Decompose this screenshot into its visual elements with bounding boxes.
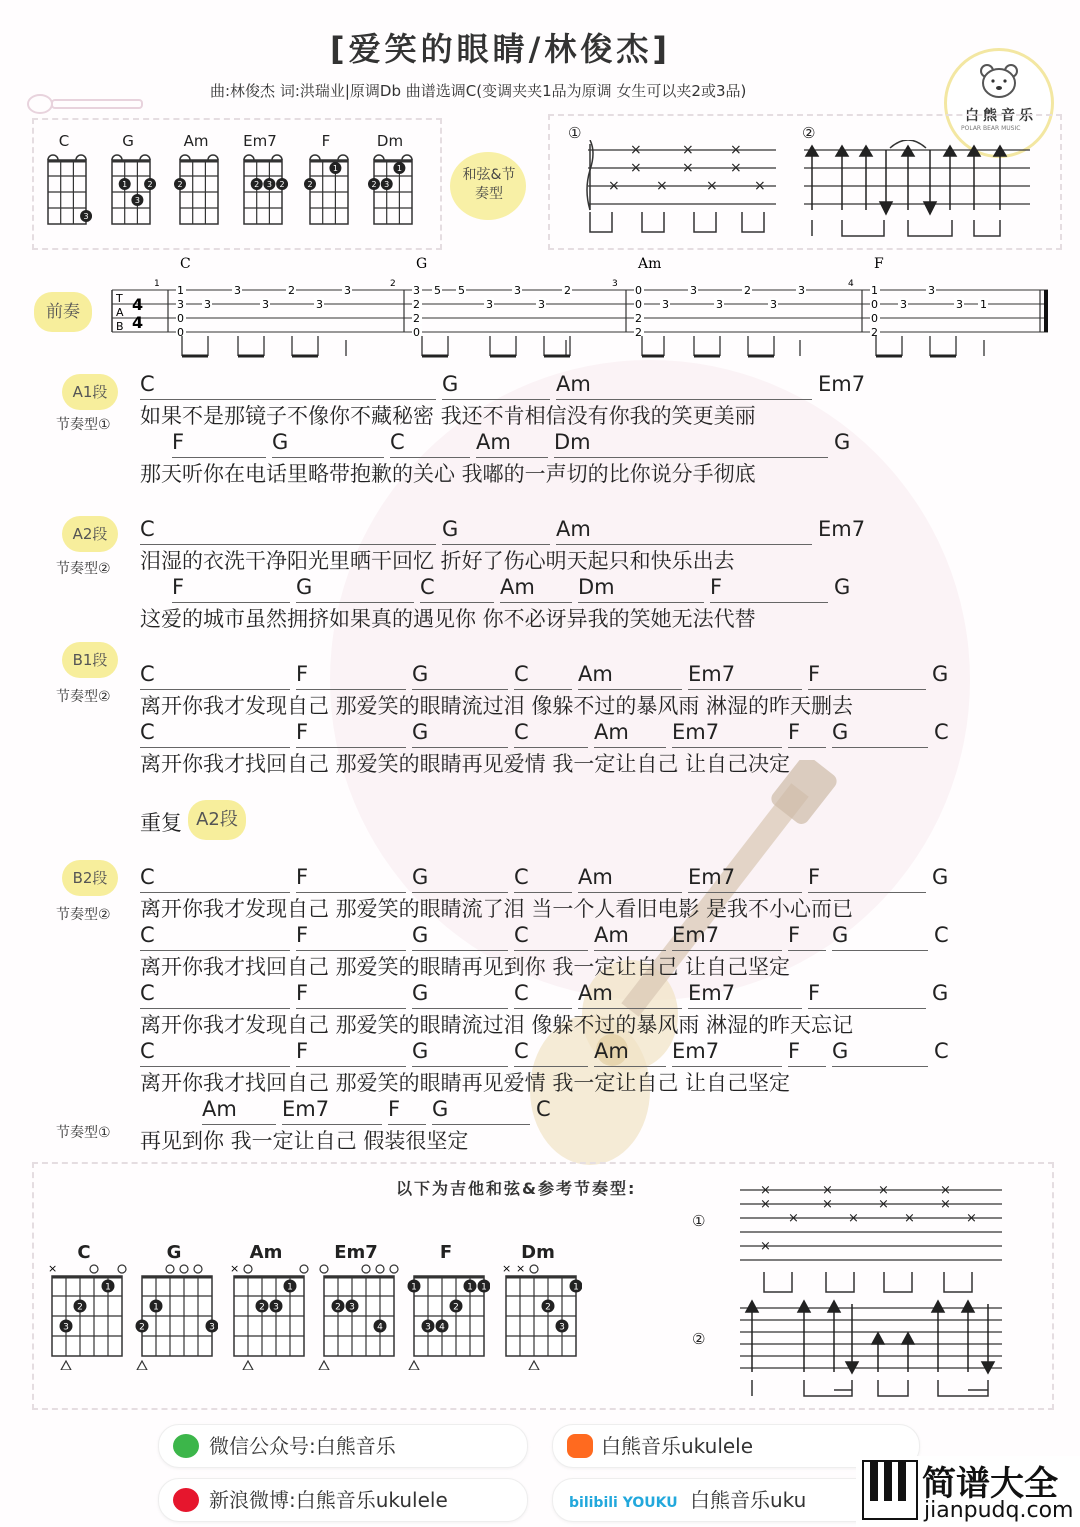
chord-symbol: F xyxy=(296,865,309,889)
svg-text:2: 2 xyxy=(871,326,878,339)
svg-text:2: 2 xyxy=(177,180,183,189)
guitar-rhythm-pattern-2 xyxy=(736,1296,1016,1400)
svg-text:×: × xyxy=(630,142,642,158)
svg-text:2: 2 xyxy=(288,284,295,297)
chord-underline xyxy=(832,747,928,748)
svg-text:3: 3 xyxy=(349,1302,355,1313)
svg-text:3: 3 xyxy=(538,298,545,311)
chord-symbol: Am xyxy=(578,662,613,686)
lyric-line: 离开你我才找回自己 那爱笑的眼睛再见到你 我一定让自己 让自己坚定 xyxy=(140,955,791,979)
svg-text:T: T xyxy=(116,292,123,305)
svg-text:×: × xyxy=(940,1183,951,1198)
chord-symbol: C xyxy=(934,923,949,947)
svg-text:2: 2 xyxy=(413,298,420,311)
chord-symbol: G xyxy=(272,430,289,454)
section-a1-rhythm: 节奏型① xyxy=(56,417,111,433)
svg-text:2: 2 xyxy=(635,326,642,339)
lyric-line: 泪湿的衣洗干净阳光里晒干回忆 折好了伤心明天起只和快乐出去 xyxy=(140,549,735,573)
svg-text:3: 3 xyxy=(770,298,777,311)
guitar-chord-grid xyxy=(44,1260,128,1370)
chord-underline xyxy=(832,1066,928,1067)
lyric-line: 这爱的城市虽然拥挤如果真的遇见你 你不必讶异我的笑她无法代替 xyxy=(140,607,756,631)
chord-symbol: F xyxy=(296,1039,309,1063)
uke-chord-name: C xyxy=(58,132,70,150)
guitar-rhythm-pattern-1 xyxy=(736,1176,1016,1296)
svg-text:×: × xyxy=(682,142,694,158)
rhythm-badge xyxy=(450,152,526,220)
svg-text:3: 3 xyxy=(177,298,184,311)
guitar-chord-grid xyxy=(498,1260,582,1370)
svg-text:1: 1 xyxy=(481,1282,487,1293)
chord-symbol: G xyxy=(442,372,459,396)
svg-text:0: 0 xyxy=(635,298,642,311)
section-b2-badge: B2段 xyxy=(62,860,118,896)
chord-symbol: G xyxy=(412,720,429,744)
svg-text:3: 3 xyxy=(900,298,907,311)
svg-text:1: 1 xyxy=(153,1302,159,1313)
guitar-chord-name: F xyxy=(439,1242,453,1263)
lyric-line: 那天听你在电话里略带抱歉的关心 我嘟的一声切的比你说分手彻底 xyxy=(140,462,756,486)
uke-chord-name: Am xyxy=(183,132,209,150)
svg-text:2: 2 xyxy=(564,284,571,297)
svg-text:0: 0 xyxy=(413,326,420,339)
svg-text:×: × xyxy=(682,160,694,176)
svg-text:2: 2 xyxy=(744,284,751,297)
uke-chord-name: F xyxy=(321,132,331,150)
svg-text:1: 1 xyxy=(122,180,128,189)
chord-symbol: G xyxy=(296,575,313,599)
lyric-line: 离开你我才发现自己 那爱笑的眼睛流过泪 像躲不过的暴风雨 淋湿的昨天忘记 xyxy=(140,1013,854,1037)
lyric-line: 再见到你 我一定让自己 假装很坚定 xyxy=(140,1129,469,1153)
chord-symbol: G xyxy=(832,720,849,744)
chord-symbol: C xyxy=(514,865,529,889)
watermark-url: jianpudq.com xyxy=(924,1498,1074,1523)
chord-symbol: G xyxy=(832,923,849,947)
chord-symbol: F xyxy=(788,923,801,947)
chord-underline xyxy=(832,950,928,951)
video-pill[interactable] xyxy=(552,1478,888,1522)
svg-text:×: × xyxy=(630,160,642,176)
chord-symbol: C xyxy=(140,372,155,396)
chord-symbol: F xyxy=(388,1097,401,1121)
chord-symbol: F xyxy=(808,981,821,1005)
svg-text:3: 3 xyxy=(612,279,618,289)
svg-text:1: 1 xyxy=(467,1282,473,1293)
chord-symbol: C xyxy=(420,575,435,599)
svg-text:×: × xyxy=(760,1183,771,1198)
svg-text:2: 2 xyxy=(635,312,642,325)
svg-text:3: 3 xyxy=(204,298,211,311)
repeat-a2-badge: A2段 xyxy=(188,800,246,840)
chord-symbol: Em7 xyxy=(688,662,736,686)
guitar-pattern-1-label: ① xyxy=(692,1212,706,1230)
chord-symbol: G xyxy=(412,923,429,947)
chord-symbol: Am xyxy=(578,865,613,889)
svg-text:2: 2 xyxy=(390,279,396,289)
svg-text:3: 3 xyxy=(384,180,390,189)
svg-text:2: 2 xyxy=(453,1302,459,1313)
lyric-line: 离开你我才发现自己 那爱笑的眼睛流了泪 当一个人看旧电影 是我不小心而已 xyxy=(140,897,854,921)
svg-text:3: 3 xyxy=(956,298,963,311)
piano-icon xyxy=(862,1460,918,1520)
svg-text:3: 3 xyxy=(134,196,140,205)
chord-symbol: C xyxy=(140,720,155,744)
chord-symbol: F xyxy=(788,1039,801,1063)
svg-text:G: G xyxy=(416,256,428,272)
chord-symbol: Am xyxy=(476,430,511,454)
svg-text:2: 2 xyxy=(77,1302,83,1313)
chord-symbol: C xyxy=(140,1039,155,1063)
wechat-pill[interactable] xyxy=(158,1424,528,1468)
wechat-text: 微信公众号:白熊音乐 xyxy=(209,1434,396,1458)
chord-symbol: Em7 xyxy=(818,372,866,396)
chord-symbol: C xyxy=(934,720,949,744)
chord-symbol: Dm xyxy=(578,575,615,599)
chord-symbol: Em7 xyxy=(672,1039,720,1063)
svg-text:1: 1 xyxy=(154,279,160,289)
svg-text:×: × xyxy=(878,1197,889,1212)
chord-symbol: Em7 xyxy=(688,981,736,1005)
weibo-icon xyxy=(173,1488,199,1512)
chord-symbol: F xyxy=(296,981,309,1005)
section-b2-rhythm: 节奏型② xyxy=(56,907,111,923)
chord-symbol: G xyxy=(834,430,851,454)
svg-text:×: × xyxy=(502,1262,512,1275)
chord-symbol: Am xyxy=(578,981,613,1005)
svg-text:×: × xyxy=(878,1183,889,1198)
chord-symbol: C xyxy=(514,923,529,947)
weibo-pill[interactable] xyxy=(158,1478,528,1522)
intro-badge: 前奏 xyxy=(34,292,92,332)
svg-text:×: × xyxy=(940,1197,951,1212)
svg-text:2: 2 xyxy=(147,180,153,189)
svg-text:F: F xyxy=(874,256,884,272)
guitar-chord-name: G xyxy=(166,1242,182,1263)
logo-name: 白熊音乐 xyxy=(965,108,1037,124)
guitar-chord-grid xyxy=(134,1260,218,1370)
guitar-chord-grid xyxy=(316,1260,400,1370)
weibo-text: 新浪微博:白熊音乐ukulele xyxy=(209,1488,448,1512)
uke-chord-name: Em7 xyxy=(243,132,277,150)
pattern-2-label: ② xyxy=(802,124,816,142)
chord-symbol: G xyxy=(412,662,429,686)
svg-text:3: 3 xyxy=(316,298,323,311)
uke-chord-grid xyxy=(368,150,418,230)
svg-text:1: 1 xyxy=(332,164,338,173)
svg-text:3: 3 xyxy=(83,212,89,221)
video-brands: bilibili YOUKU xyxy=(569,1495,678,1511)
chord-symbol: Am xyxy=(594,720,629,744)
chord-symbol: G xyxy=(834,575,851,599)
svg-text:1: 1 xyxy=(573,1282,579,1293)
chord-symbol: G xyxy=(412,865,429,889)
svg-text:×: × xyxy=(848,1211,859,1226)
chord-symbol: F xyxy=(172,575,185,599)
svg-text:3: 3 xyxy=(662,298,669,311)
svg-text:C: C xyxy=(180,256,191,272)
svg-text:×: × xyxy=(730,160,742,176)
taobao-icon xyxy=(567,1434,593,1458)
svg-text:Am: Am xyxy=(638,256,662,272)
svg-text:3: 3 xyxy=(928,284,935,297)
song-credits: 曲:林俊杰 词:洪瑞业|原调Db 曲谱选调C(变调夹夹1品为原调 女生可以夹2或3品) xyxy=(210,82,747,100)
chord-symbol: C xyxy=(140,923,155,947)
guitar-chord-name: Dm xyxy=(521,1242,555,1263)
repeat-note: 重复 xyxy=(140,811,182,835)
svg-text:×: × xyxy=(760,1197,771,1212)
logo-subtitle: POLAR BEAR MUSIC xyxy=(961,125,1021,132)
section-b1-badge: B1段 xyxy=(62,642,118,678)
chord-symbol: F xyxy=(808,662,821,686)
svg-text:×: × xyxy=(516,1262,526,1275)
svg-text:1: 1 xyxy=(177,284,184,297)
section-a2-badge: A2段 xyxy=(62,516,118,552)
svg-text:×: × xyxy=(706,178,718,194)
chord-symbol: Am xyxy=(556,517,591,541)
chord-symbol: Em7 xyxy=(688,865,736,889)
chord-symbol: G xyxy=(832,1039,849,1063)
outro-rhythm: 节奏型① xyxy=(56,1125,111,1141)
chord-underline xyxy=(788,1066,826,1067)
chord-symbol: Am xyxy=(594,923,629,947)
wechat-icon xyxy=(173,1434,199,1458)
lyric-line: 离开你我才找回自己 那爱笑的眼睛再见爱情 我一定让自己 让自己坚定 xyxy=(140,1071,791,1095)
chord-symbol: Am xyxy=(202,1097,237,1121)
svg-text:0: 0 xyxy=(635,284,642,297)
uke-chord-grid xyxy=(304,150,354,230)
chord-symbol: C xyxy=(514,720,529,744)
svg-text:0: 0 xyxy=(871,312,878,325)
guitar-chord-grid xyxy=(406,1260,490,1370)
svg-text:3: 3 xyxy=(63,1322,69,1333)
svg-text:1: 1 xyxy=(396,164,402,173)
watermark-title: 简谱大全 xyxy=(922,1464,1058,1504)
svg-text:×: × xyxy=(788,1211,799,1226)
svg-text:0: 0 xyxy=(871,298,878,311)
svg-text:×: × xyxy=(230,1262,240,1275)
svg-text:2: 2 xyxy=(413,312,420,325)
uke-rhythm-pattern-2 xyxy=(800,140,1040,240)
pattern-1-label: ① xyxy=(568,124,582,142)
chord-symbol: C xyxy=(536,1097,551,1121)
svg-text:2: 2 xyxy=(259,1302,265,1313)
chord-symbol: Am xyxy=(500,575,535,599)
chord-symbol: Em7 xyxy=(282,1097,330,1121)
intro-tab-staff xyxy=(104,256,1064,366)
svg-text:1: 1 xyxy=(287,1282,293,1293)
chord-symbol: F xyxy=(808,865,821,889)
chord-symbol: F xyxy=(296,720,309,744)
chord-symbol: Em7 xyxy=(818,517,866,541)
svg-text:3: 3 xyxy=(514,284,521,297)
lyric-line: 如果不是那镜子不像你不藏秘密 我还不肯相信没有你我的笑更美丽 xyxy=(140,404,756,428)
svg-text:×: × xyxy=(608,178,620,194)
polar-bear-icon xyxy=(979,63,1019,99)
svg-text:3: 3 xyxy=(344,284,351,297)
svg-text:2: 2 xyxy=(254,180,260,189)
svg-text:×: × xyxy=(822,1183,833,1198)
svg-text:1: 1 xyxy=(871,284,878,297)
chord-symbol: C xyxy=(140,865,155,889)
svg-text:4: 4 xyxy=(132,295,144,314)
svg-text:1: 1 xyxy=(980,298,987,311)
svg-text:×: × xyxy=(754,178,766,194)
uke-chord-grid xyxy=(238,150,288,230)
svg-text:4: 4 xyxy=(439,1322,445,1333)
svg-text:×: × xyxy=(822,1197,833,1212)
chord-symbol: F xyxy=(710,575,723,599)
section-a2-rhythm: 节奏型② xyxy=(56,561,111,577)
svg-text:4: 4 xyxy=(132,313,144,332)
svg-text:1: 1 xyxy=(105,1282,111,1293)
chord-symbol: F xyxy=(296,923,309,947)
svg-text:×: × xyxy=(656,178,668,194)
chord-symbol: G xyxy=(412,1039,429,1063)
chord-symbol: Am xyxy=(556,372,591,396)
svg-text:4: 4 xyxy=(377,1322,383,1333)
svg-text:0: 0 xyxy=(177,312,184,325)
svg-text:3: 3 xyxy=(716,298,723,311)
chord-symbol: C xyxy=(140,517,155,541)
svg-text:2: 2 xyxy=(279,180,285,189)
chord-symbol: G xyxy=(432,1097,449,1121)
chord-underline xyxy=(788,950,826,951)
section-b1-rhythm: 节奏型② xyxy=(56,689,111,705)
svg-text:3: 3 xyxy=(559,1322,565,1333)
guitar-chord-name: C xyxy=(77,1242,91,1263)
svg-text:0: 0 xyxy=(177,326,184,339)
ukulele-icon xyxy=(26,92,146,116)
chord-symbol: G xyxy=(442,517,459,541)
chord-symbol: F xyxy=(788,720,801,744)
chord-symbol: F xyxy=(296,662,309,686)
svg-text:5: 5 xyxy=(458,284,465,297)
guitar-chord-name: Am xyxy=(249,1242,283,1263)
svg-text:×: × xyxy=(48,1262,58,1275)
chord-symbol: G xyxy=(932,865,949,889)
svg-text:3: 3 xyxy=(425,1322,431,1333)
page-title: [爱笑的眼睛/林俊杰] xyxy=(330,30,671,68)
taobao-text: 白熊音乐ukulele xyxy=(601,1434,754,1458)
guitar-chord-grid xyxy=(226,1260,310,1370)
chord-symbol: Dm xyxy=(554,430,591,454)
watermark-bar xyxy=(856,1456,1080,1527)
svg-text:3: 3 xyxy=(266,180,272,189)
svg-text:2: 2 xyxy=(139,1322,145,1333)
svg-text:3: 3 xyxy=(273,1302,279,1313)
uke-chord-grid xyxy=(174,150,224,230)
svg-text:3: 3 xyxy=(262,298,269,311)
chord-symbol: G xyxy=(932,981,949,1005)
chord-symbol: Em7 xyxy=(672,720,720,744)
svg-text:2: 2 xyxy=(371,180,377,189)
guitar-heading: 以下为吉他和弦&参考节奏型: xyxy=(396,1179,637,1198)
chord-symbol: C xyxy=(934,1039,949,1063)
guitar-chord-name: Em7 xyxy=(334,1242,378,1263)
chord-symbol: G xyxy=(412,981,429,1005)
svg-text:A: A xyxy=(116,306,124,319)
svg-text:3: 3 xyxy=(413,284,420,297)
svg-text:2: 2 xyxy=(307,180,313,189)
lyric-line: 离开你我才发现自己 那爱笑的眼睛流过泪 像躲不过的暴风雨 淋湿的昨天删去 xyxy=(140,694,854,718)
svg-text:3: 3 xyxy=(798,284,805,297)
chord-symbol: C xyxy=(140,981,155,1005)
svg-text:×: × xyxy=(730,142,742,158)
chord-symbol: C xyxy=(514,1039,529,1063)
uke-chord-grid xyxy=(106,150,156,230)
video-text: 白熊音乐uku xyxy=(689,1488,807,1512)
uke-chord-name: Dm xyxy=(376,132,404,150)
chord-symbol: Am xyxy=(594,1039,629,1063)
uke-chord-grid xyxy=(42,150,92,230)
chord-symbol: C xyxy=(390,430,405,454)
chord-symbol: F xyxy=(172,430,185,454)
chord-symbol: C xyxy=(140,662,155,686)
uke-rhythm-pattern-1 xyxy=(566,140,786,240)
svg-text:3: 3 xyxy=(234,284,241,297)
guitar-pattern-2-label: ② xyxy=(692,1330,706,1348)
svg-text:1: 1 xyxy=(411,1282,417,1293)
chord-symbol: C xyxy=(514,981,529,1005)
svg-text:3: 3 xyxy=(209,1322,215,1333)
svg-text:×: × xyxy=(904,1211,915,1226)
svg-text:3: 3 xyxy=(486,298,493,311)
svg-text:4: 4 xyxy=(848,279,854,289)
svg-text:5: 5 xyxy=(434,284,441,297)
section-a1-badge: A1段 xyxy=(62,374,118,410)
svg-text:2: 2 xyxy=(335,1302,341,1313)
chord-symbol: C xyxy=(514,662,529,686)
svg-text:×: × xyxy=(966,1211,977,1226)
chord-underline xyxy=(788,747,826,748)
svg-text:×: × xyxy=(760,1239,771,1254)
svg-text:B: B xyxy=(116,320,124,333)
chord-symbol: Em7 xyxy=(672,923,720,947)
lyric-line: 离开你我才找回自己 那爱笑的眼睛再见爱情 我一定让自己 让自己决定 xyxy=(140,752,791,776)
uke-chord-name: G xyxy=(122,132,134,150)
rhythm-badge-text: 和弦&节奏型 xyxy=(462,167,516,202)
svg-text:3: 3 xyxy=(690,284,697,297)
svg-text:2: 2 xyxy=(545,1302,551,1313)
chord-symbol: G xyxy=(932,662,949,686)
